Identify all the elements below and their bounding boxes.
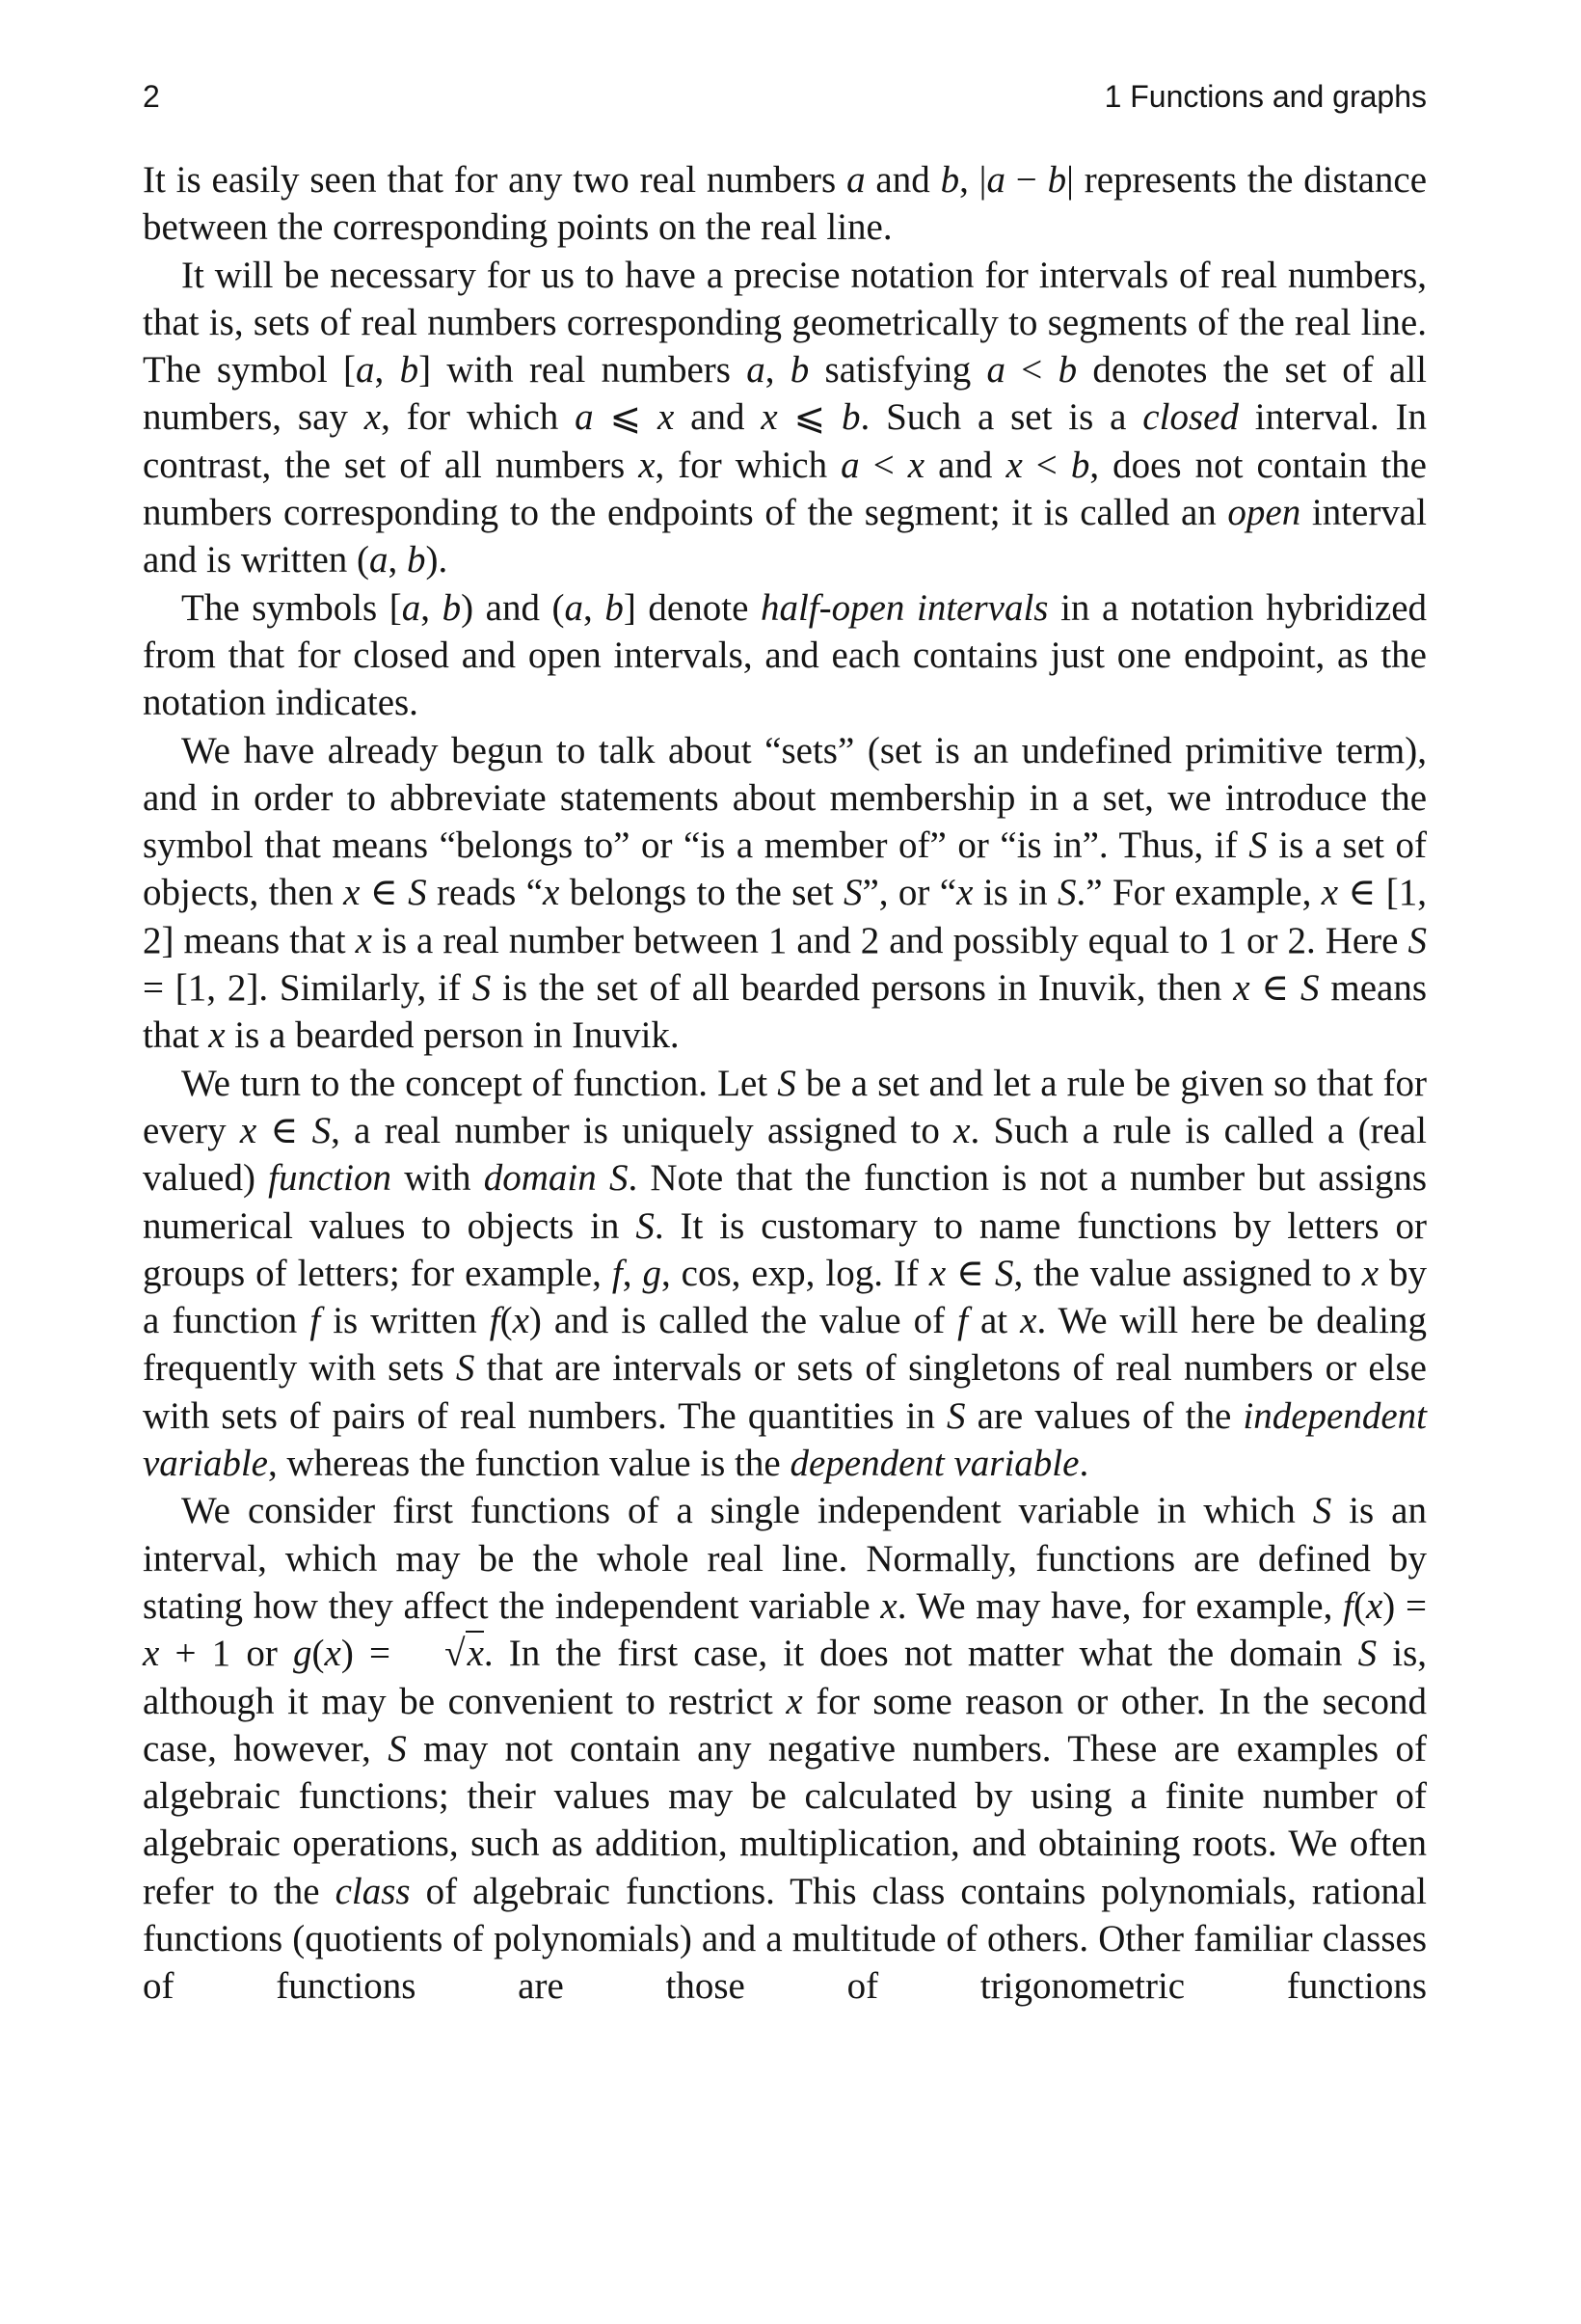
math-symbol: S [843, 872, 863, 914]
text-run: ( [311, 1633, 325, 1675]
text-run: It is easily seen that for any two real numbers [143, 159, 847, 201]
math-symbol: dependent variable [790, 1443, 1080, 1485]
text-run: denotes the set of all numbers, say [143, 349, 1428, 439]
math-symbol: x [543, 872, 560, 914]
math-symbol: a [846, 159, 866, 201]
math-symbol: x [355, 919, 372, 961]
body-text [143, 156, 1427, 2011]
page-number: 2 [143, 79, 160, 114]
math-symbol: S [1057, 872, 1077, 914]
math-symbol: x [928, 1252, 947, 1294]
text-run: are values of the [965, 1394, 1244, 1437]
text-run: , [374, 349, 400, 392]
chapter-title: 1 Functions and graphs [1104, 79, 1427, 114]
math-symbol: a [986, 159, 1005, 201]
math-symbol: x [512, 1300, 529, 1342]
math-symbol: S [311, 1109, 332, 1151]
text-run: ∈ [1, 2] means that [143, 872, 1427, 961]
text-run: We turn to the concept of function. Let [181, 1062, 778, 1104]
math-symbol: domain S [483, 1157, 629, 1200]
math-symbol: a [401, 586, 421, 629]
text-run: , [420, 586, 442, 629]
text-run: of algebraic functions. This class contains polynomials, rational functions (quotients of polynomials) and a multitude of others. Other familiar classes of functions are those of trigonometric functions [143, 1870, 1427, 2008]
paragraph [143, 1487, 1427, 2010]
math-symbol: b [604, 586, 624, 629]
book-page [143, 77, 1427, 2011]
text-run: in a notation hybridized from that for closed and open intervals, and each contains just one endpoint, as the notation indicates. [143, 586, 1428, 724]
text-run: , [622, 1252, 643, 1294]
text-run: ] denote [623, 586, 761, 629]
math-symbol: S [388, 1727, 407, 1770]
text-run: is written [320, 1300, 490, 1342]
text-run: < [1022, 444, 1071, 486]
math-symbol: S [777, 1062, 796, 1104]
text-run: by a function [143, 1252, 1428, 1342]
text-run: interval. In contrast, the set of all numbers [143, 396, 1427, 486]
math-symbol: b [940, 159, 960, 201]
paragraph [143, 727, 1427, 1060]
text-run: It will be necessary for us to have a precise notation for intervals of real numbers, that is, sets of real numbers corresponding geometrically to segments of the real line. The symbol [ [143, 254, 1427, 392]
text-run: is the set of all bearded persons in Inuvik, then [491, 967, 1234, 1010]
text-run: at [967, 1300, 1021, 1342]
text-run: The symbols [ [181, 586, 402, 629]
math-symbol: x [239, 1109, 257, 1151]
math-symbol: f [957, 1300, 968, 1342]
math-symbol: x [953, 1109, 971, 1151]
text-run: that are intervals or sets of singletons of real numbers or else with sets of pairs of real numbers. The quantities in [143, 1347, 1427, 1437]
math-symbol: S [635, 1204, 655, 1247]
text-run: is in [973, 872, 1058, 914]
math-symbol: independent variable [143, 1394, 1427, 1485]
text-run: , for which [655, 444, 842, 486]
math-symbol: S [947, 1394, 966, 1437]
math-symbol: g [293, 1633, 312, 1675]
math-symbol: x [208, 1014, 226, 1057]
text-run: , [583, 586, 605, 629]
math-symbol: f [611, 1252, 623, 1294]
math-symbol: open [1227, 492, 1301, 534]
math-symbol: x [657, 396, 675, 439]
math-symbol: x [907, 444, 925, 486]
text-run: . [1079, 1443, 1089, 1485]
text-run: + 1 or [159, 1633, 293, 1675]
text-run: < [1005, 349, 1058, 392]
text-run: is a bearded person in Inuvik. [225, 1014, 680, 1057]
text-run: and [924, 444, 1006, 486]
math-symbol: x [761, 396, 778, 439]
paragraph [143, 584, 1427, 727]
math-symbol: class [335, 1870, 411, 1912]
math-symbol: half-open intervals [760, 586, 1049, 629]
math-symbol: g [642, 1252, 661, 1294]
text-run: . We will here be dealing frequently with sets [143, 1300, 1428, 1390]
text-run: ) = [1382, 1584, 1427, 1627]
text-run: ). [425, 539, 448, 581]
text-run: , [764, 349, 790, 392]
math-symbol: x [1361, 1252, 1380, 1294]
math-symbol: b [399, 349, 419, 392]
text-run: We have already begun to talk about “sets” (set is an undefined primitive term), and in order to abbreviate statements about membership in a set, we introduce the symbol that means “belongs to” or “is a member of” or “is in”. Thus, if [143, 729, 1427, 867]
text-run: , does not contain the numbers corresponding to the endpoints of the segment; it is called an [143, 444, 1427, 534]
math-symbol: x [956, 872, 974, 914]
math-symbol: a [356, 349, 375, 392]
text-run: belongs to the set [559, 872, 844, 914]
text-run: interval and is written ( [143, 492, 1427, 581]
text-run: ∈ [1249, 967, 1301, 1010]
math-symbol: x [638, 444, 656, 486]
running-head [143, 77, 1427, 116]
radical-sign-icon: √ [444, 1633, 466, 1675]
math-symbol: b [1047, 159, 1067, 201]
math-symbol: b [1058, 349, 1078, 392]
text-run: , whereas the function value is the [267, 1443, 790, 1485]
math-symbol: f [1343, 1584, 1353, 1627]
text-run: and [674, 396, 762, 439]
paragraph [143, 156, 1427, 252]
math-symbol: a [746, 349, 765, 392]
text-run: ) and ( [461, 586, 565, 629]
math-symbol: S [1357, 1633, 1378, 1675]
math-symbol: f [489, 1300, 500, 1342]
math-symbol: b [442, 586, 462, 629]
text-run: is a real number between 1 and 2 and possibly equal to 1 or 2. Here [371, 919, 1408, 961]
text-run: reads “ [426, 872, 544, 914]
text-run: , | [959, 159, 987, 201]
text-run: is, although it may be convenient to restrict [143, 1633, 1428, 1722]
math-symbol: S [455, 1347, 475, 1390]
text-run: is an interval, which may be the whole real line. Normally, functions are defined by stating how they affect the independent variable [143, 1490, 1427, 1627]
text-run: ) = [340, 1633, 407, 1675]
math-symbol: x [363, 396, 382, 439]
math-symbol: b [407, 539, 426, 581]
math-symbol: a [986, 349, 1005, 392]
text-run: . In the first case, it does not matter what the domain [483, 1633, 1358, 1675]
text-run: ∈ [360, 872, 409, 914]
text-run: and [865, 159, 941, 201]
math-symbol: a [564, 586, 584, 629]
math-symbol: function [268, 1157, 391, 1200]
math-symbol: a [575, 396, 594, 439]
text-run: ] with real numbers [418, 349, 747, 392]
math-symbol: S [408, 872, 427, 914]
math-symbol: x [1233, 967, 1250, 1010]
math-symbol: x [1321, 872, 1339, 914]
math-symbol: x [1020, 1300, 1037, 1342]
text-run: ( [1353, 1584, 1366, 1627]
math-symbol: x [880, 1584, 898, 1627]
text-run: . Such a set is a [860, 396, 1143, 439]
math-symbol: x [1365, 1584, 1383, 1627]
math-symbol: S [994, 1252, 1014, 1294]
math-symbol: x [786, 1680, 803, 1722]
text-run: ( [499, 1300, 513, 1342]
text-run: . Note that the function is not a number but assigns numerical values to objects in [143, 1157, 1428, 1247]
text-run: | represents the distance between the corresponding points on the real line. [143, 159, 1428, 249]
text-run: = [1, 2]. Similarly, if [143, 967, 472, 1010]
paragraph [143, 252, 1427, 584]
text-run: , the value assigned to [1013, 1252, 1362, 1294]
math-symbol: S [471, 967, 492, 1010]
paragraph [143, 1060, 1427, 1488]
text-run: ∈ [946, 1252, 995, 1294]
math-symbol: a [369, 539, 389, 581]
text-run: . Such a rule is called a (real valued) [143, 1109, 1427, 1200]
text-run: for some reason or other. In the second case, however, [143, 1680, 1428, 1770]
math-symbol: S [1300, 967, 1320, 1010]
text-run: .” For example, [1076, 872, 1322, 914]
math-symbol: x [343, 872, 361, 914]
math-symbol: x [324, 1633, 341, 1675]
text-run: ) and is called the value of [528, 1300, 958, 1342]
text-run: ⩽ [777, 396, 843, 439]
math-symbol: x [143, 1633, 160, 1675]
math-symbol: b [842, 396, 861, 439]
text-run: − [1005, 159, 1048, 201]
text-run: , a real number is uniquely assigned to [331, 1109, 954, 1151]
text-run: We consider first functions of a single independent variable in which [181, 1490, 1313, 1532]
radicand: x [467, 1633, 484, 1675]
text-run: , for which [381, 396, 576, 439]
text-run: means that [143, 967, 1427, 1057]
text-run: ∈ [256, 1109, 312, 1151]
text-run: be a set and let a rule be given so that for every [143, 1062, 1427, 1151]
math-symbol: closed [1142, 396, 1239, 439]
text-run: ⩽ [593, 396, 658, 439]
text-run: < [859, 444, 908, 486]
square-root-expression [406, 1630, 484, 1677]
text-run: . It is customary to name functions by letters or groups of letters; for example, [143, 1204, 1427, 1294]
text-run: , [388, 539, 408, 581]
math-symbol: S [1312, 1490, 1332, 1532]
math-symbol: f [309, 1300, 321, 1342]
text-run: , cos, exp, log. If [660, 1252, 929, 1294]
text-run: ”, or “ [862, 872, 957, 914]
text-run: may not contain any negative numbers. These are examples of algebraic functions; their values may be calculated by using a finite number of algebraic operations, such as addition, multiplication, and obtaining roots. We often refer to the [143, 1727, 1427, 1912]
math-symbol: x [1005, 444, 1023, 486]
math-symbol: a [841, 444, 860, 486]
math-symbol: S [1248, 824, 1268, 867]
text-run: satisfying [809, 349, 987, 392]
math-symbol: S [1407, 919, 1427, 961]
text-run: with [390, 1157, 484, 1200]
math-symbol: b [790, 349, 810, 392]
text-run: . We may have, for example, [897, 1584, 1344, 1627]
math-symbol: b [1070, 444, 1090, 486]
text-run: is a set of objects, then [143, 824, 1427, 914]
